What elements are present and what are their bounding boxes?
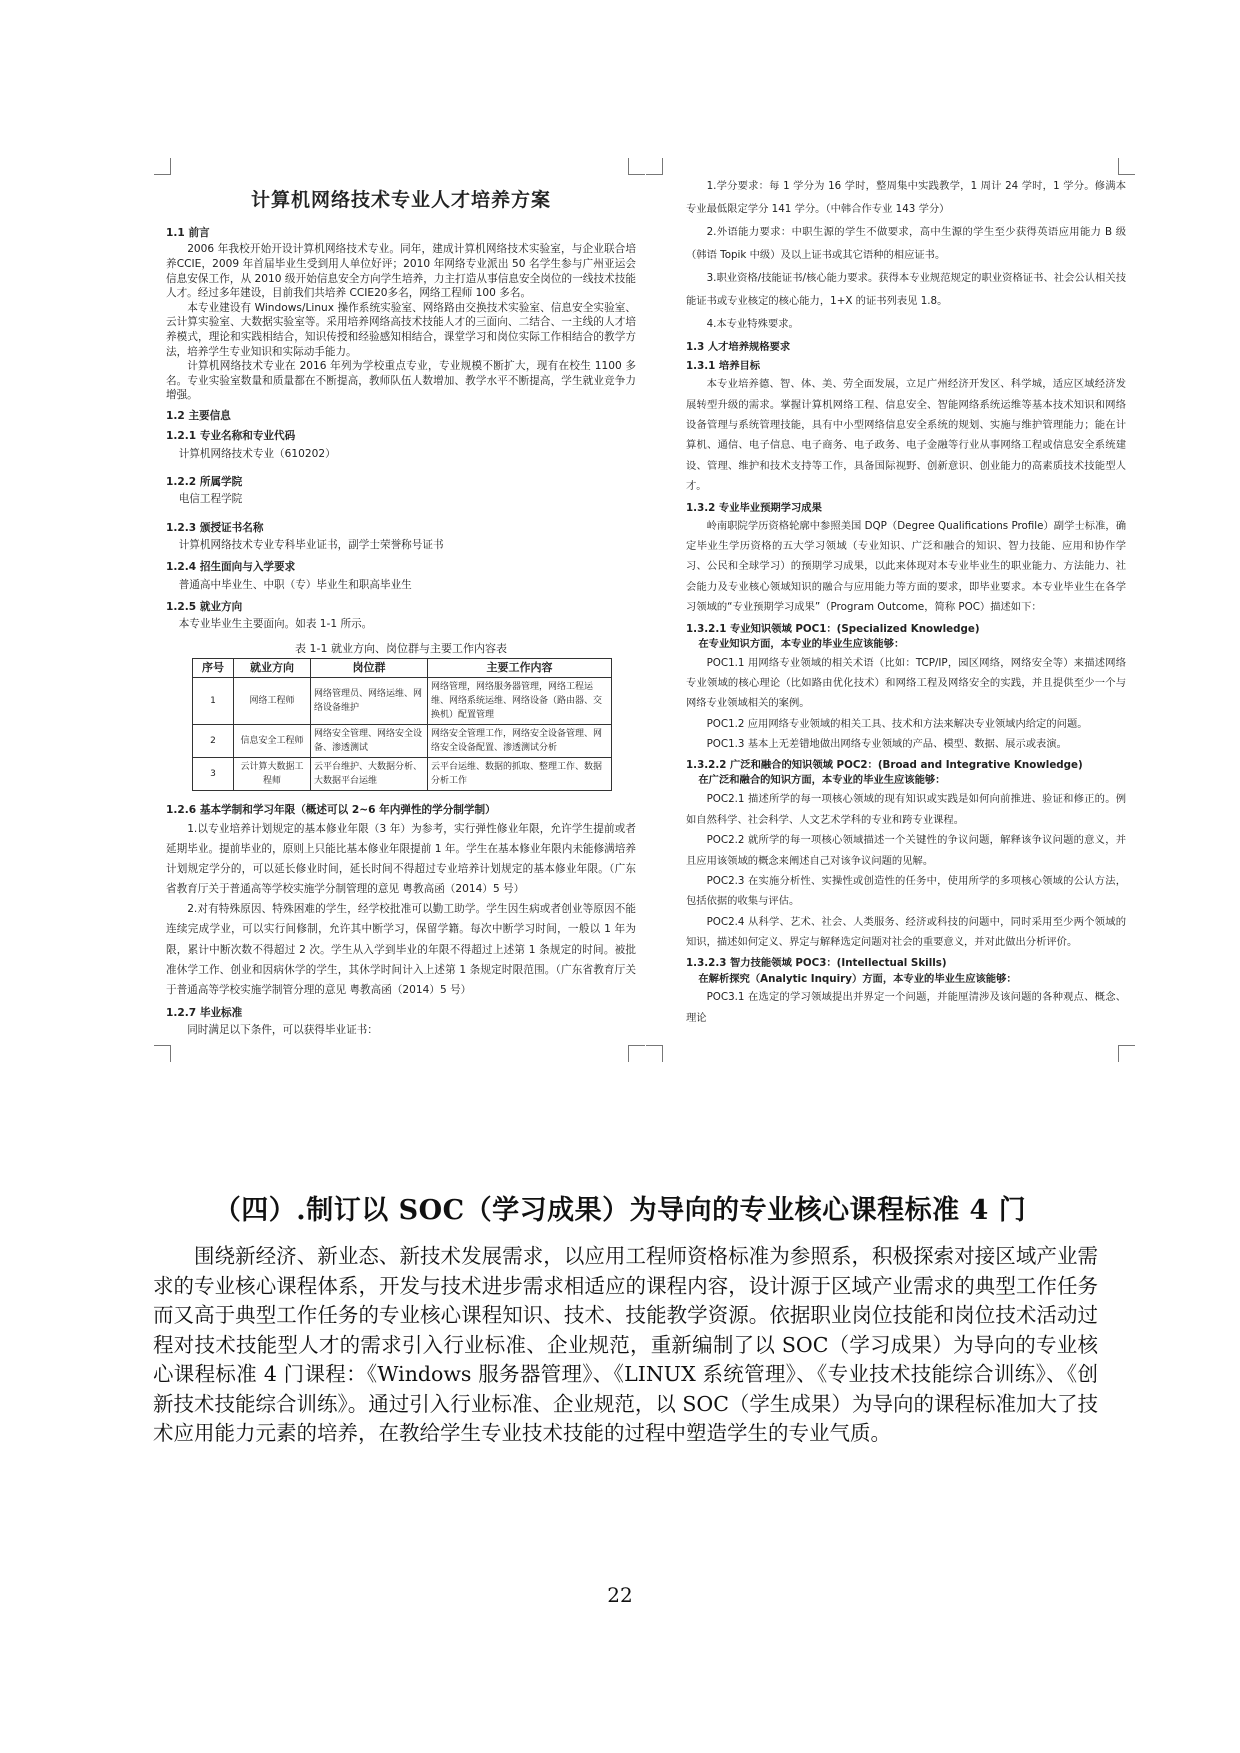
paragraph: 2.外语能力要求：中职生源的学生不做要求，高中生源的学生至少获得英语应用能力 B 级（韩语 Topik 中级）及以上证书或其它语种的相应证书。	[686, 226, 1126, 262]
paragraph: 本专业毕业生主要面向。如表 1-1 所示。	[178, 618, 373, 631]
paragraph: 计算机网络技术专业在 2016 年列为学校重点专业，专业规模不断扩大，现有在校生 1100 多名。专业实验室数量和质量都在不断提高，教师队伍人数增加、教学水平不断提高，学生就业竞争力增强。	[166, 360, 636, 402]
paragraph: 2006 年我校开始开设计算机网络技术专业。同年，建成计算机网络技术实验室，与企业联合培养CCIE，2009 年首届毕业生受到用人单位好评；2010 年网络专业派出 50 名学生参与广州亚运会信息安保工作，从 2010 级开始信息安全方向学生培养，力主打造从事信息安全岗位的一线技术技能人才。经过多年建设，目前我们共培养 CCIE20多名，网络工程师 100 多名。	[166, 243, 636, 300]
body-paragraph: 围绕新经济、新业态、新技术发展需求，以应用工程师资格标准为参照系，积极探索对接区域产业需求的专业核心课程体系，开发与技术进步需求相适应的课程内容，设计源于区域产业需求的典型工作任务而又高于典型工作任务的专业核心课程知识、技术、技能教学资源。依据职业岗位技能和岗位技术活动过程对技术技能型人才的需求引入行业标准、企业规范，重新编制了以 SOC（学习成果）为导向的专业核心课程标准 4 门课程：《Windows 服务器管理》、《LINUX 系统管理》、《专业技术技能综合训练》、《创新技术技能综合训练》。通过引入行业标准、企业规范，以 SOC（学生成果）为导向的课程标准加大了技术应用能力元素的培养，在教给学生专业技术技能的过程中塑造学生的专业气质。	[153, 1244, 1098, 1445]
crop-mark	[1118, 1045, 1135, 1062]
subheading: 在专业知识方面，本专业的毕业生应该能够：	[698, 637, 905, 650]
table-cell: 网络安全管理工作，网络安全设备管理、网络安全设备配置、渗透测试分析	[428, 724, 612, 757]
table-cell: 云计算大数据工程师	[234, 757, 311, 790]
section-heading: 1.3.1 培养目标	[686, 360, 761, 373]
embedded-page-left	[166, 175, 636, 1040]
table-cell: 1	[193, 677, 234, 724]
subheading: 在广泛和融合的知识方面，本专业的毕业生应该能够：	[698, 774, 946, 787]
section-heading: 1.3 人才培养规格要求	[686, 341, 791, 354]
paragraph: 计算机网络技术专业（610202）	[178, 447, 336, 460]
table-row	[193, 677, 612, 724]
crop-mark	[1118, 158, 1135, 175]
section-heading: 1.3.2.2 广泛和融合的知识领域 POC2：(Broad and Integrative Knowledge)	[686, 759, 1083, 772]
table-cell: 云平台维护、大数据分析、大数据平台运维	[311, 757, 428, 790]
paragraph: 普通高中毕业生、中职（专）毕业生和职高毕业生	[178, 578, 412, 591]
embedded-page-right	[686, 175, 1126, 1028]
section-heading: 1.3.2.3 智力技能领域 POC3：(Intellectual Skills)	[686, 957, 947, 970]
table-cell: 信息安全工程师	[234, 724, 311, 757]
table-cell: 网络管理，网络服务器管理，网络工程运维、网络系统运维、网络设备（路由器、交换机）配置管理	[428, 677, 612, 724]
employment-table	[192, 658, 612, 791]
paragraph: POC1.1 用网络专业领域的相关术语（比如：TCP/IP，园区网络，网络安全等）来描述网络专业领域的核心理论（比如路由优化技术）和网络工程及网络安全的实践，并且提供至少一个与网络专业领域相关的案例。	[686, 656, 1126, 710]
table-cell: 3	[193, 757, 234, 790]
table-header: 岗位群	[311, 658, 428, 677]
paragraph: POC1.3 基本上无差错地做出网络专业领域的产品、模型、数据、展示或表演。	[706, 738, 1067, 751]
crop-mark	[154, 1045, 171, 1062]
section-heading: （四）.制订以 SOC（学习成果）为导向的专业核心课程标准 4 门	[213, 1195, 1027, 1226]
table-caption: 表 1-1 就业方向、岗位群与主要工作内容表	[295, 641, 507, 655]
paragraph: 岭南职院学历资格轮廓中参照美国 DQP（Degree Qualifications Profile）副学士标准，确定毕业生学历资格的五大学习领域（专业知识、广泛和融合的知识、智力技能、应用和协作学习、公民和全球学习）的预期学习成果，以此来体现对本专业毕业生的职业能力、方法能力、社会能力及专业核心领域知识的融合与应用能力等方面的要求，即毕业要求。本专业毕业生在各学习领域的“专业预期学习成果”（Program Outcome，简称 POC）描述如下：	[686, 519, 1126, 614]
paragraph: 计算机网络技术专业专科毕业证书，副学士荣誉称号证书	[178, 538, 444, 551]
crop-mark	[628, 1045, 645, 1062]
table-cell: 网络工程师	[234, 677, 311, 724]
table-row	[193, 757, 612, 790]
section-heading: 1.3.2 专业毕业预期学习成果	[686, 501, 822, 514]
section-heading: 1.2.6 基本学制和学习年限（概述可以 2~6 年内弹性的学分制学制）	[166, 803, 496, 816]
paragraph: POC1.2 应用网络专业领域的相关工具、技术和方法来解决专业领域内给定的问题。	[706, 717, 1088, 730]
paragraph: POC2.1 描述所学的每一项核心领域的现有知识或实践是如何向前推进、验证和修正的。例如自然科学、社会科学、人文艺术学科的专业和跨专业课程。	[686, 793, 1126, 826]
section-heading: 1.2.5 就业方向	[166, 601, 243, 614]
table-header: 就业方向	[234, 658, 311, 677]
paragraph: 3.职业资格/技能证书/核心能力要求。获得本专业规范规定的职业资格证书、社会公认相关技能证书或专业核定的核心能力，1+X 的证书列表见 1.8。	[686, 272, 1126, 308]
section-heading: 1.1 前言	[166, 227, 210, 239]
section-heading: 1.2.4 招生面向与入学要求	[166, 561, 296, 574]
paragraph: 4.本专业特殊要求。	[706, 318, 799, 331]
section-heading: 1.2.7 毕业标准	[166, 1006, 243, 1019]
table-cell: 云平台运维、数据的抓取、整理工作、数据分析工作	[428, 757, 612, 790]
table-header: 序号	[193, 658, 234, 677]
crop-mark	[646, 1045, 663, 1062]
crop-mark	[628, 158, 645, 175]
section-heading: 1.3.2.1 专业知识领域 POC1：(Specialized Knowledge)	[686, 622, 980, 635]
section-heading: 1.2.1 专业名称和专业代码	[166, 430, 296, 443]
page-number: 22	[607, 1583, 633, 1607]
table-row	[193, 724, 612, 757]
plan-title: 计算机网络技术专业人才培养方案	[250, 189, 551, 211]
paragraph: 1.以专业培养计划规定的基本修业年限（3 年）为参考，实行弹性修业年限，允许学生提前或者延期毕业。提前毕业的，原则上只能比基本修业年限提前 1 年。学生在基本修业年限内未能修满培养计划规定学分的，可以延长修业时间，延长时间不得超过专业培养计划规定的基本修业年限。（广东省教育厅关于普通高等学校实施学分制管理的意见 粤教高函（2014）5 号）	[166, 823, 636, 896]
section-heading: 1.2 主要信息	[166, 410, 231, 423]
section-heading: 1.2.3 颁授证书名称	[166, 521, 264, 534]
paragraph: POC3.1 在选定的学习领域提出并界定一个问题，并能厘清涉及该问题的各种观点、概念、理论	[686, 991, 1126, 1024]
paragraph: 本专业建设有 Windows/Linux 操作系统实验室、网络路由交换技术实验室、信息安全实验室、云计算实验室、大数据实验室等。采用培养网络高技术技能人才的三面向、二结合、一主线的人才培养模式，理论和实践相结合，知识传授和经验感知相结合，课堂学习和岗位实际工作相结合的教学方法，培养学生专业知识和实际动手能力。	[166, 301, 636, 358]
paragraph: 1.学分要求：每 1 学分为 16 学时，整周集中实践教学，1 周计 24 学时，1 学分。修满本专业最低限定学分 141 学分。（中韩合作专业 143 学分）	[686, 180, 1126, 216]
table-cell: 网络安全管理、网络安全设备、渗透测试	[311, 724, 428, 757]
paragraph: POC2.4 从科学、艺术、社会、人类服务、经济或科技的问题中，同时采用至少两个领域的知识，描述如何定义、界定与解释选定问题对社会的重要意义，并对此做出分析评价。	[686, 915, 1126, 949]
paragraph: POC2.2 就所学的每一项核心领域描述一个关键性的争议问题，解释该争议问题的意义，并且应用该领域的概念来阐述自己对该争议问题的见解。	[686, 834, 1126, 867]
table-cell: 网络管理员、网络运维、网络设备维护	[311, 677, 428, 724]
table-header: 主要工作内容	[428, 658, 612, 677]
crop-mark	[646, 158, 663, 175]
crop-mark	[154, 158, 171, 175]
section-heading: 1.2.2 所属学院	[166, 476, 243, 488]
paragraph: 本专业培养德、智、体、美、劳全面发展，立足广州经济开发区、科学城，适应区域经济发展转型升级的需求。掌握计算机网络工程、信息安全、智能网络系统运维等基本技术知识和网络设备管理与系统管理技能，具有中小型网络信息安全系统的规划、实施与维护管理能力；能在计算机、通信、电子信息、电子商务、电子政务、电子金融等行业从事网络工程或信息安全系统建设、管理、维护和技术支持等工作，具备国际视野、创新意识、创业能力的高素质技术技能型人才。	[686, 378, 1126, 493]
paragraph: 同时满足以下条件，可以获得毕业证书：	[187, 1024, 378, 1037]
paragraph: POC2.3 在实施分析性、实操性或创造性的任务中，使用所学的多项核心领域的公认方法，包括依据的收集与评估。	[686, 874, 1126, 908]
paragraph: 2.对有特殊原因、特殊困难的学生，经学校批准可以勤工助学。学生因生病或者创业等原因不能连续完成学业，可以实行间修制，允许其中断学习，保留学籍。每次中断学习时间，一般以 1 年为限，累计中断次数不得超过 2 次。学生从入学到毕业的年限不得超过上述第 1 条规定的时间。被批准休学工作、创业和因病休学的学生，其休学时间计入上述第 1 条规定时限范围。（广东省教育厅关于普通高等学校实施学制管分理的意见 粤教高函（2014）5 号）	[166, 903, 636, 996]
table-cell: 2	[193, 724, 234, 757]
subheading: 在解析探究（Analytic Inquiry）方面，本专业的毕业生应该能够：	[698, 972, 1017, 985]
paragraph: 电信工程学院	[178, 493, 243, 506]
